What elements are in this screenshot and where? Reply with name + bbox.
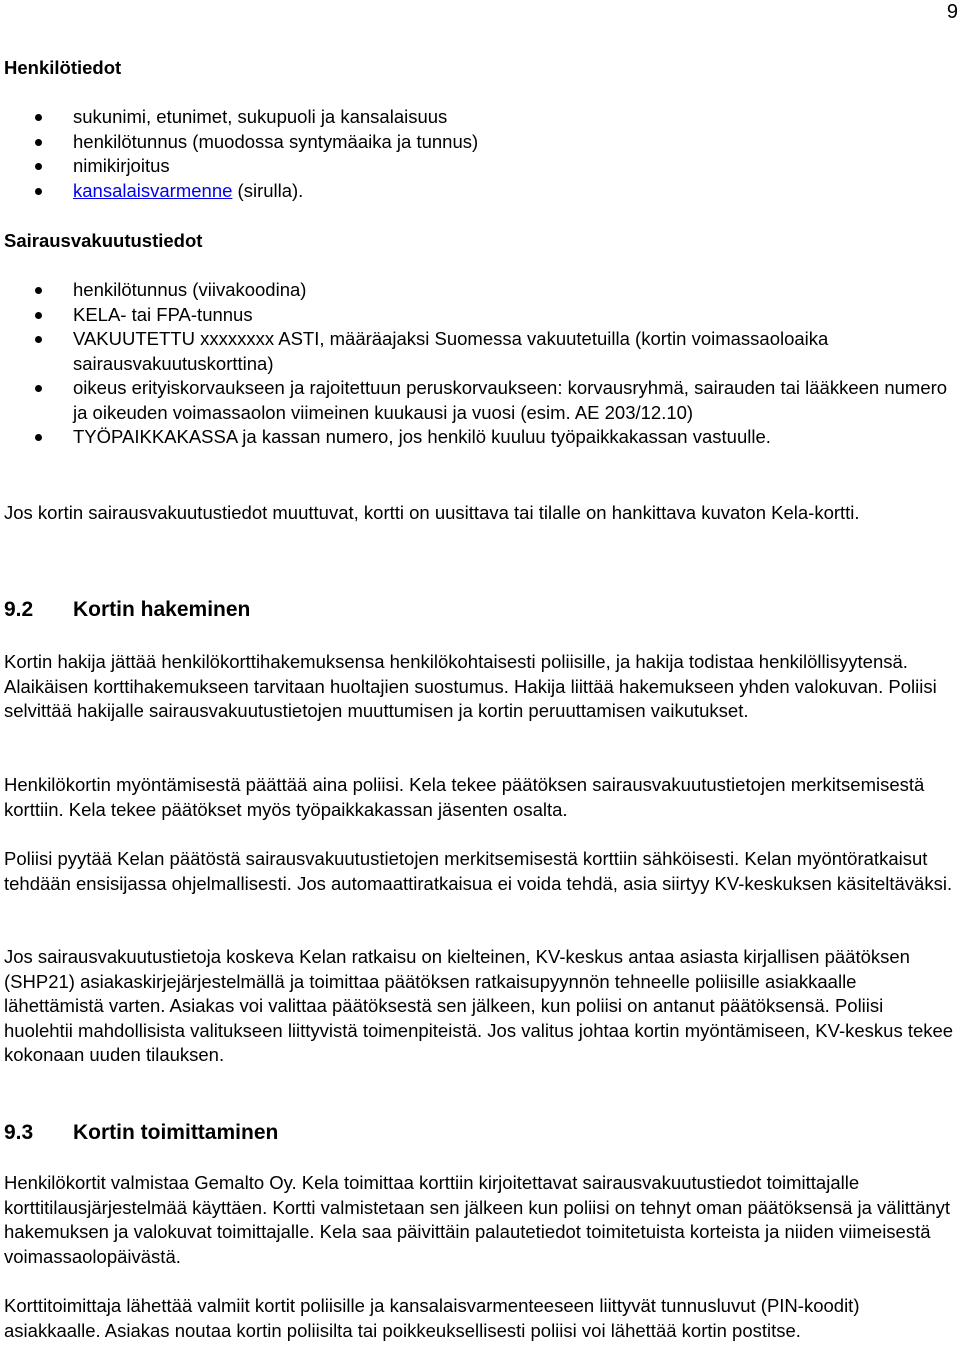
bullet-icon [35, 312, 42, 319]
list-item: TYÖPAIKKAKASSA ja kassan numero, jos henkilö kuuluu työpaikkakassan vastuulle. [4, 425, 956, 450]
list-item: oikeus erityiskorvaukseen ja rajoitettuun peruskorvaukseen: korvausryhmä, sairauden tai lääkkeen numero ja oikeuden voimassaolon viimeinen kuukausi ja vuosi (esim. AE 203/12.10) [4, 376, 956, 425]
list-item: henkilötunnus (muodossa syntymäaika ja tunnus) [4, 130, 956, 155]
paragraph: Poliisi pyytää Kelan päätöstä sairausvakuutustietojen merkitsemisestä korttiin sähköisesti. Kelan myöntöratkaisut tehdään ensisijassa ohjelmallisesti. Jos automaattiratkaisua ei voida tehdä, asia siirtyy KV-keskuksen käsiteltäväksi. [4, 848, 953, 894]
page-number: 9 [946, 1, 958, 23]
bullet-icon [35, 336, 42, 343]
bullet-icon [35, 188, 42, 195]
list-item: henkilötunnus (viivakoodina) [4, 278, 956, 303]
kansalaisvarmenne-link[interactable]: kansalaisvarmenne [73, 179, 233, 201]
paragraph: Kortin hakija jättää henkilökorttihakemuksensa henkilökohtaisesti poliisille, ja hakija todistaa henkilöllisyytensä. Alaikäisen korttihakemukseen tarvitaan huoltajien suostumus. Hakija liittää hakemukseen yhden valokuvan. Poliisi selvittää hakijalle sairausvakuutustietojen muuttumisen ja kortin peruuttamisen vaikutukset. [4, 651, 937, 721]
bullet-icon [35, 163, 42, 170]
paragraph: Henkilökortin myöntämisestä päättää aina poliisi. Kela tekee päätöksen sairausvakuutustietojen merkitsemisestä korttiin. Kela tekee päätökset myös työpaikkakassan jäsenten osalta. [4, 774, 925, 820]
bullet-icon [35, 139, 42, 146]
list-item: nimikirjoitus [4, 154, 956, 179]
bullet-icon [35, 434, 42, 441]
paragraph: Jos sairausvakuutustietoja koskeva Kelan ratkaisu on kielteinen, KV-keskus antaa asiasta kirjallisen päätöksen (SHP21) asiakaskirjejärjestelmällä ja toimittaa päätöksen ratkaisupyynnön tehneelle poliisille asiakkaalle lähettämistä varten. Asiakas voi valittaa päätöksestä sen jälkeen, kun poliisi on antanut päätöksensä. Poliisi huolehtii mahdollisista valitukseen liittyvistä toimenpiteistä. Jos valitus johtaa kortin myöntämiseen, KV-keskus tekee kokonaan uuden tilauksen. [4, 946, 954, 1065]
section-heading-9-3 [4, 1120, 956, 1146]
list-item: kansalaisvarmenne (sirulla). [4, 179, 956, 204]
bullet-icon [35, 114, 42, 121]
section-title: Kortin hakeminen [73, 598, 251, 621]
bullet-icon [35, 385, 42, 392]
insurance-info-list [4, 278, 956, 450]
personal-info-heading: Henkilötiedot [4, 57, 122, 78]
list-item: VAKUUTETTU xxxxxxxx ASTI, määräajaksi Suomessa vakuutetuilla (kortin voimassaoloaika sairausvakuutuskorttina) [4, 327, 956, 376]
paragraph: Henkilökortit valmistaa Gemalto Oy. Kela toimittaa korttiin kirjoitettavat sairausvakuutustiedot toimittajalle korttitilausjärjestelmää käyttäen. Kortti valmistetaan sen jälkeen kun poliisi on tehnyt oman päätöksensä ja välittänyt hakemuksen ja valokuvat toimittajalle. Kela saa päivittäin palautetiedot toimitetuista korteista ja niiden viimeisestä voimassaolopäivästä. [4, 1172, 951, 1267]
insurance-note: Jos kortin sairausvakuutustiedot muuttuvat, kortti on uusittava tai tilalle on hankittava kuvaton Kela-kortti. [4, 502, 860, 523]
section-title: Kortin toimittaminen [73, 1121, 279, 1144]
bullet-icon [35, 287, 42, 294]
list-item: KELA- tai FPA-tunnus [4, 303, 956, 328]
paragraph: Korttitoimittaja lähettää valmiit kortit poliisille ja kansalaisvarmenteeseen liittyvät tunnusluvut (PIN-koodit) asiakkaalle. Asiakas noutaa kortin poliisilta tai poikkeuksellisesti poliisi voi lähettää kortin postitse. [4, 1295, 860, 1341]
insurance-info-heading: Sairausvakuutustiedot [4, 230, 203, 251]
list-item: sukunimi, etunimet, sukupuoli ja kansalaisuus [4, 105, 956, 130]
section-number: 9.2 [4, 598, 34, 621]
section-number: 9.3 [4, 1121, 34, 1144]
personal-info-list [4, 105, 956, 203]
section-heading-9-2 [4, 597, 956, 623]
